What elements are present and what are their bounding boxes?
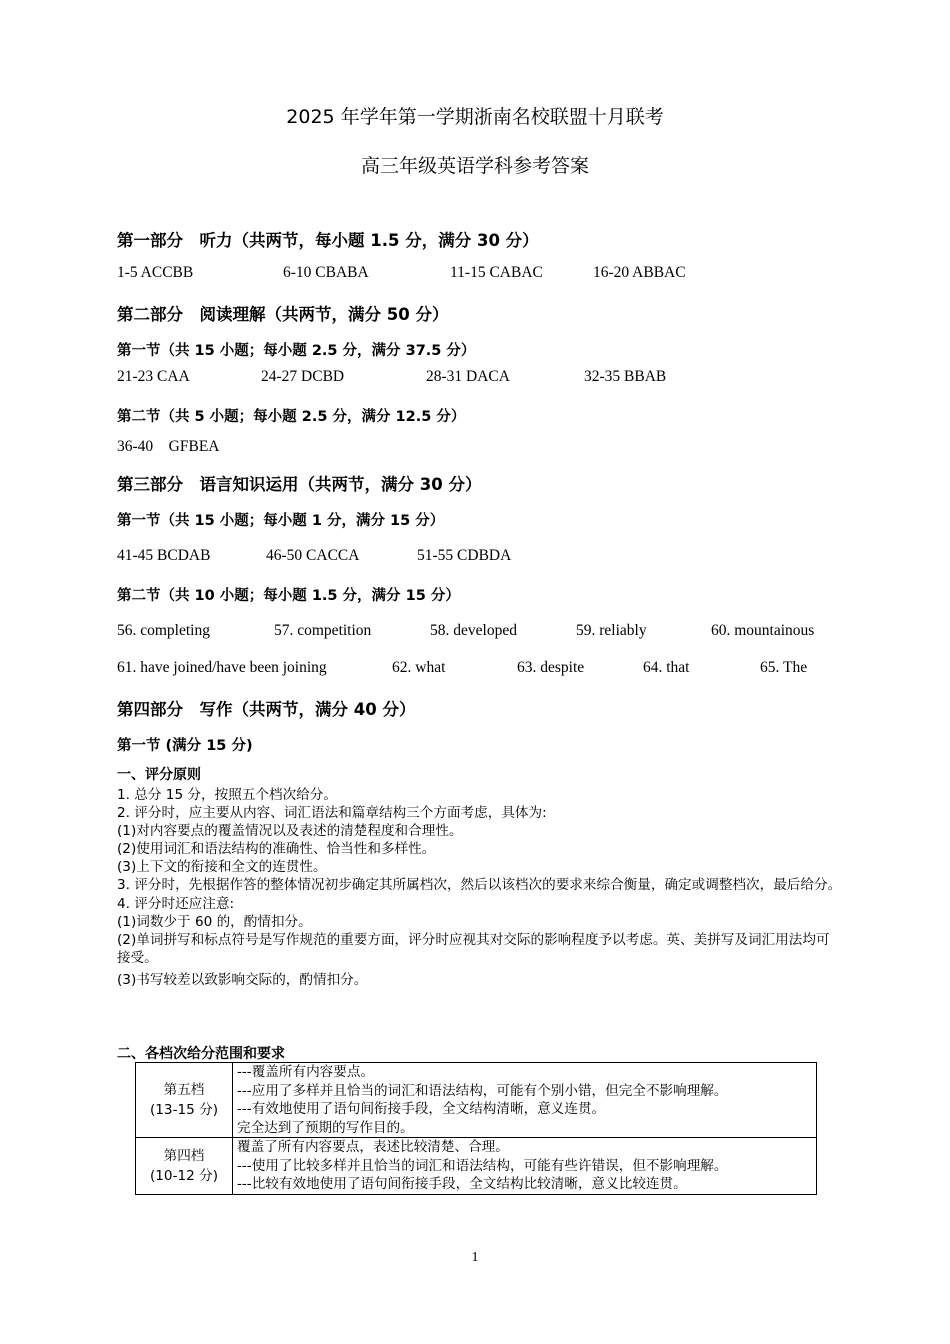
answer-item: 56. completing (117, 622, 210, 639)
answer-item: 61. have joined/have been joining (117, 659, 327, 676)
answer-item: 57. competition (274, 622, 372, 639)
principle-line: (1)对内容要点的覆盖情况以及表述的清楚程度和合理性。 (117, 823, 463, 840)
answer-item: 58. developed (430, 622, 517, 639)
level-name: 第四档 (163, 1147, 205, 1164)
answer-group: 21-23 CAA (117, 368, 190, 385)
part3-sec2-heading: 第二节（共 10 小题；每小题 1.5 分，满分 15 分） (117, 588, 460, 604)
level-name: 第五档 (163, 1082, 205, 1098)
description-line: 完全达到了预期的写作目的。 (237, 1119, 414, 1136)
answer-item: 60. mountainous (711, 622, 815, 639)
answer-group: 6-10 CBABA (283, 264, 369, 281)
principle-line: (3)上下文的衔接和全文的连贯性。 (117, 859, 327, 876)
part3-sec1-heading: 第一节（共 15 小题；每小题 1 分，满分 15 分） (117, 513, 445, 529)
level-cell (136, 1063, 233, 1138)
answer-group: 1-5 ACCBB (117, 264, 194, 281)
part1-heading: 第一部分 听力（共两节，每小题 1.5 分，满分 30 分） (117, 231, 539, 250)
principle-line: 2. 评分时，应主要从内容、词汇语法和篇章结构三个方面考虑，具体为: (117, 805, 547, 822)
table-row (136, 1063, 817, 1138)
answer-group: 11-15 CABAC (450, 264, 543, 281)
level-range: (13-15 分) (149, 1102, 219, 1118)
level-cell (136, 1138, 233, 1195)
level-description (233, 1138, 817, 1195)
part2-sec2-heading: 第二节（共 5 小题；每小题 2.5 分，满分 12.5 分） (117, 409, 466, 425)
answer-group: 41-45 BCDAB (117, 547, 211, 564)
answer-group: 32-35 BBAB (584, 368, 667, 385)
level-range: (10-12 分) (149, 1167, 219, 1184)
answer-group: 36-40 GFBEA (117, 438, 220, 455)
part3-heading: 第三部分 语言知识运用（共两节，满分 30 分） (117, 475, 482, 494)
page-number: 1 (471, 1250, 479, 1265)
scoring-principles (117, 786, 842, 989)
answer-group: 51-55 CDBDA (417, 547, 512, 564)
level-description (233, 1063, 817, 1138)
principle-line: (2)单词拼写和标点符号是写作规范的重要方面，评分时应视其对交际的影响程度予以考虑。英、美拼写及词汇用法均可接受。 (117, 931, 830, 966)
answer-group: 46-50 CACCA (266, 547, 360, 564)
principle-line: (2)使用词汇和语法结构的准确性、恰当性和多样性。 (117, 841, 436, 858)
answer-item: 63. despite (517, 659, 585, 676)
principles-heading: 一、评分原则 (117, 767, 201, 783)
principle-line: (3)书写较差以致影响交际的，酌情扣分。 (117, 971, 368, 988)
answer-item: 62. what (392, 659, 446, 676)
part2-sec1-heading: 第一节（共 15 小题；每小题 2.5 分，满分 37.5 分） (117, 343, 476, 359)
part4-heading: 第四部分 写作（共两节，满分 40 分） (117, 700, 416, 719)
document-title: 2025 年学年第一学期浙南名校联盟十月联考 (286, 106, 664, 128)
part4-sec1-heading: 第一节 (满分 15 分) (117, 738, 253, 754)
description-line: ---比较有效地使用了语句间衔接手段，全文结构比较清晰，意义比较连贯。 (237, 1176, 687, 1192)
answer-group: 24-27 DCBD (261, 368, 345, 385)
description-line: ---应用了多样并且恰当的词汇和语法结构，可能有个别小错，但完全不影响理解。 (237, 1082, 728, 1099)
table-row (136, 1138, 817, 1195)
principle-line: 3. 评分时，先根据作答的整体情况初步确定其所属档次，然后以该档次的要求来综合衡量，确定或调整档次，最后给分。 (117, 877, 842, 894)
description-line: 覆盖了所有内容要点，表述比较清楚、合理。 (237, 1139, 509, 1155)
part2-heading: 第二部分 阅读理解（共两节，满分 50 分） (117, 305, 449, 324)
description-line: ---使用了比较多样并且恰当的词汇和语法结构，可能有些许错误，但不影响理解。 (237, 1157, 728, 1174)
answer-item: 64. that (643, 659, 690, 676)
levels-heading: 二、各档次给分范围和要求 (117, 1046, 285, 1062)
description-line: ---有效地使用了语句间衔接手段，全文结构清晰，意义连贯。 (237, 1101, 606, 1117)
principle-line: 1. 总分 15 分，按照五个档次给分。 (117, 787, 337, 803)
description-line: ---覆盖所有内容要点。 (237, 1064, 375, 1080)
grading-levels-table (135, 1062, 817, 1195)
answer-group: 28-31 DACA (426, 368, 510, 385)
principle-line: (1)词数少于 60 的，酌情扣分。 (117, 913, 312, 930)
answer-group: 16-20 ABBAC (593, 264, 686, 281)
document-subtitle: 高三年级英语学科参考答案 (360, 155, 589, 177)
answer-item: 59. reliably (576, 622, 647, 639)
principle-line: 4. 评分时还应注意: (117, 895, 235, 912)
answer-item: 65. The (760, 659, 808, 676)
